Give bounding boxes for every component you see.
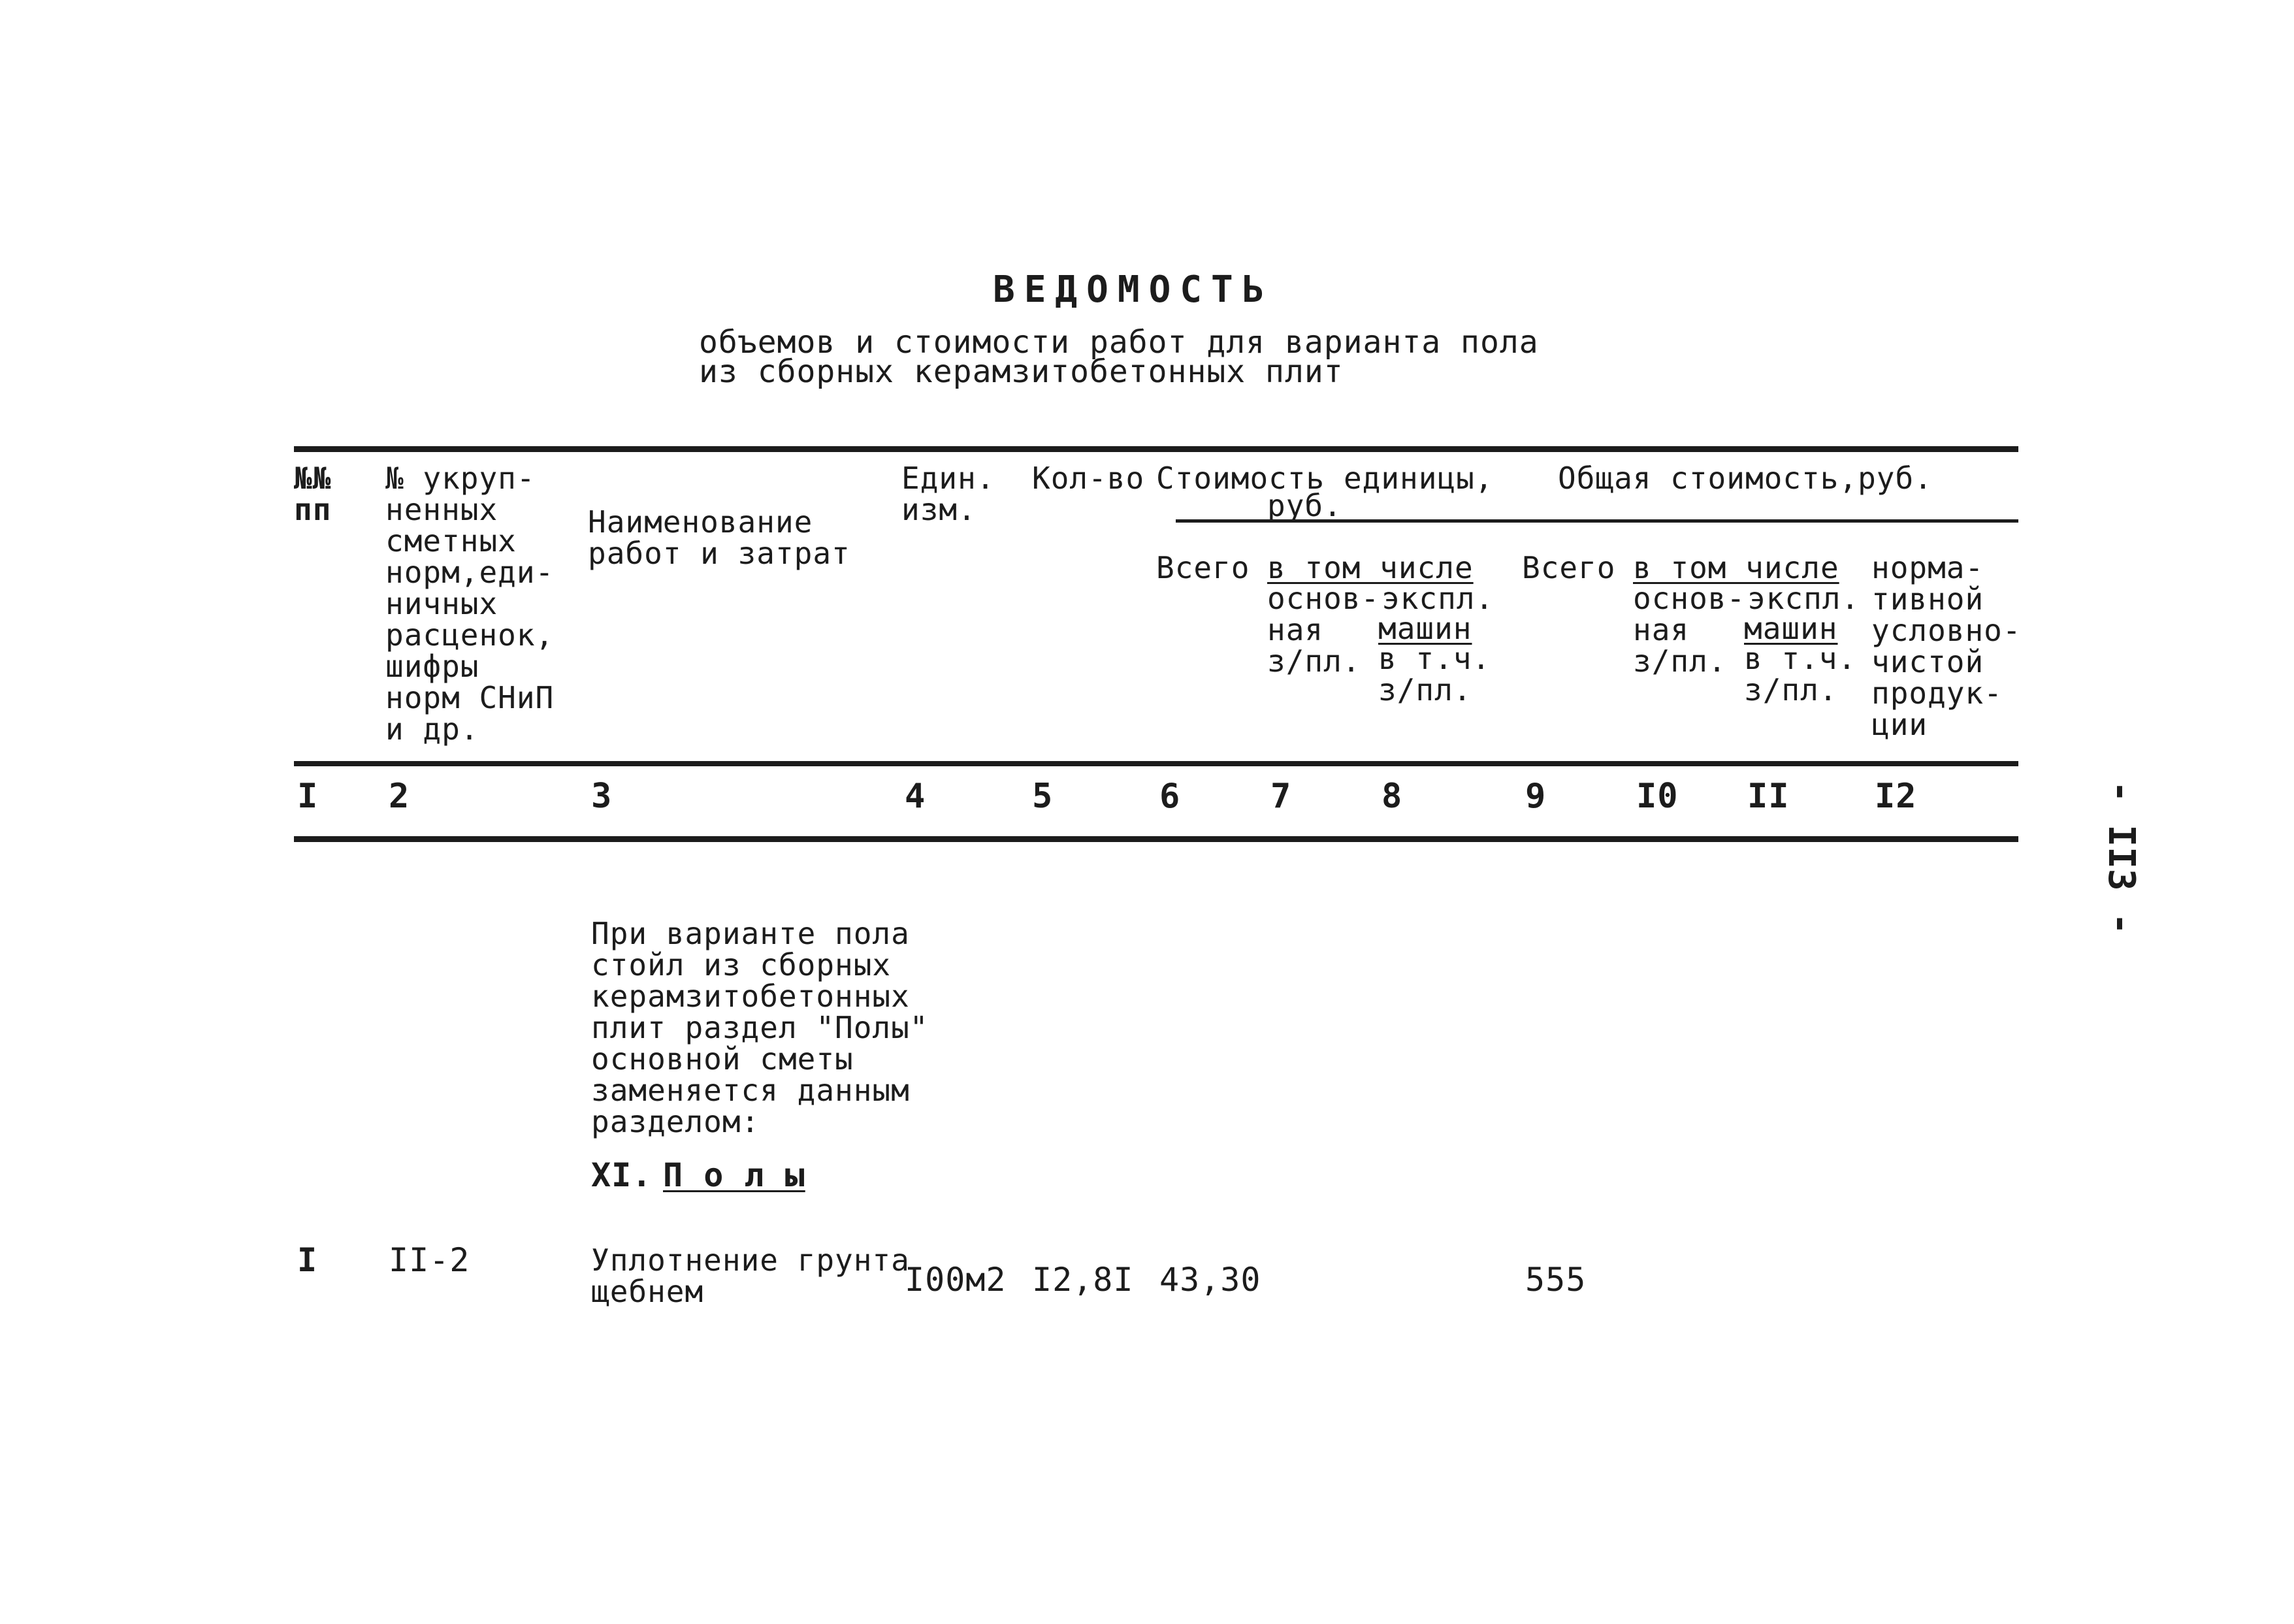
col-header-unit: Един. изм.: [901, 461, 995, 527]
col-header-name: Наименование работ и затрат: [588, 504, 850, 571]
col-number-9: 9: [1525, 777, 1547, 816]
col-header-unit-machine-top: экспл.: [1381, 581, 1494, 616]
col-header-unit-incl: в том числе: [1267, 550, 1474, 585]
col-header-total-machine-bottom: в т.ч. з/пл.: [1744, 641, 1857, 707]
col-header-unit-machine-mid: машин: [1378, 611, 1472, 646]
col-number-1: I: [297, 777, 319, 816]
document-subtitle-line2: из сборных керамзитобетонных плит: [699, 353, 1344, 390]
col-number-6: 6: [1159, 777, 1181, 816]
col-header-total-incl: в том числе: [1633, 550, 1839, 585]
page-number-text: - II3 -: [2100, 781, 2142, 935]
col-header-total-basic-wage: основ- ная з/пл.: [1633, 581, 1746, 679]
row-number: I: [297, 1241, 318, 1279]
document-subtitle-line1: объемов и стоимости работ для варианта пола: [699, 324, 1539, 361]
col-number-5: 5: [1032, 777, 1054, 816]
col-number-7: 7: [1270, 777, 1292, 816]
page-number: [2093, 774, 2152, 935]
col-number-4: 4: [905, 777, 926, 816]
col-number-8: 8: [1381, 777, 1403, 816]
section-number: XI.: [591, 1156, 653, 1194]
col-header-unit-cost: Стоимость единицы,: [1156, 461, 1494, 496]
col-header-quantity: Кол-во: [1032, 461, 1145, 496]
col-header-total-total: Всего: [1522, 550, 1616, 585]
row-quantity: I2,8I: [1032, 1261, 1134, 1299]
table-top-rule: [294, 446, 2018, 452]
col-header-unit-basic-wage: основ- ная з/пл.: [1267, 581, 1380, 679]
col-number-2: 2: [389, 777, 410, 816]
col-header-code: № укруп- ненных сметных норм,еди- ничных расценок, шифры норм СНиП и др.: [385, 461, 555, 747]
col-number-12: I2: [1875, 777, 1917, 816]
col-number-11: II: [1747, 777, 1790, 816]
col-header-number: №№ пп: [294, 461, 332, 527]
col-header-total-cost: Общая стоимость,руб.: [1558, 461, 1933, 496]
row-total: 555: [1525, 1261, 1587, 1299]
col-number-10: I0: [1636, 777, 1679, 816]
col-header-unit-cost-rub: руб.: [1267, 488, 1342, 523]
col-header-total-machine-top: экспл.: [1747, 581, 1860, 616]
numbers-bottom-rule: [294, 836, 2018, 842]
section-title: П о л ы: [663, 1156, 805, 1194]
row-unit-total: 43,30: [1159, 1261, 1261, 1299]
col-header-normative-product: норма- тивной условно- чистой продук- ции: [1871, 550, 2022, 742]
header-bottom-rule: [294, 761, 2018, 766]
row-unit: I00м2: [905, 1261, 1007, 1299]
document-title: ВЕДОМОСТЬ: [993, 268, 1274, 311]
col-header-total-machine-mid: машин: [1744, 611, 1838, 646]
col-header-unit-total: Всего: [1156, 550, 1250, 585]
replacement-note: При варианте пола стойл из сборных керамзитобетонных плит раздел "Полы" основной сметы заменяется данным разделом:: [591, 916, 929, 1139]
col-header-unit-machine-bottom: в т.ч. з/пл.: [1378, 641, 1491, 707]
row-name: Уплотнение грунта щебнем: [591, 1242, 910, 1309]
row-code: II-2: [389, 1241, 470, 1279]
col-number-3: 3: [591, 777, 613, 816]
